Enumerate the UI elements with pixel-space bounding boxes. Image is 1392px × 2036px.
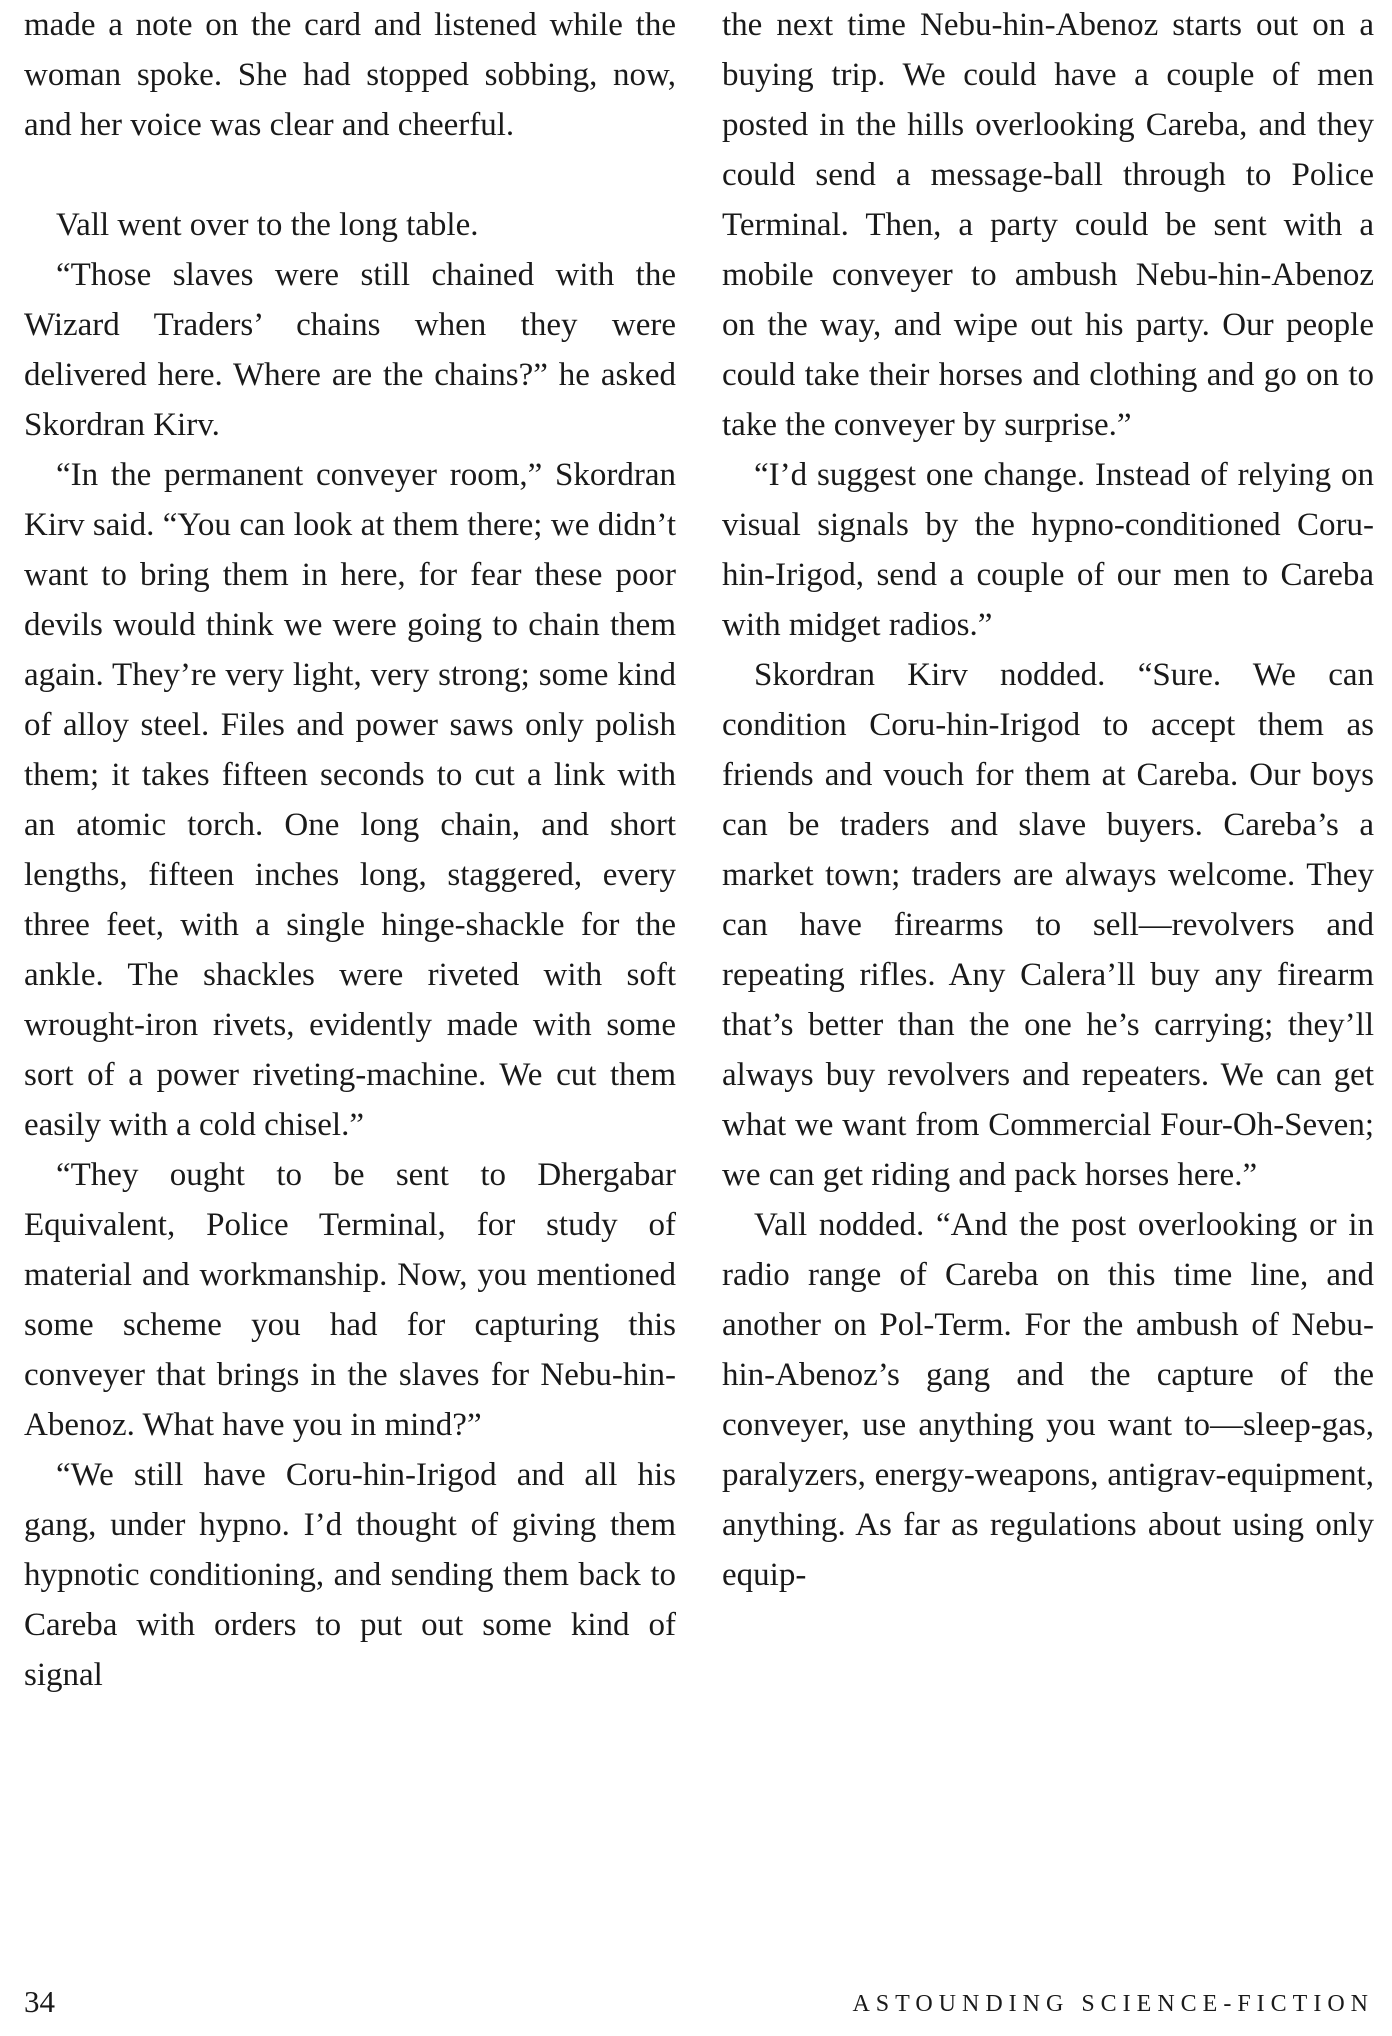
paragraph: “We still have Coru-hin-Irigod and all his gang, under hypno. I’d thought of giving them hypnotic conditioning, and sending them back to Careba with orders to put out some kind of signal <box>24 1457 676 1693</box>
paragraph: the next time Nebu-hin-Abenoz starts out on a buying trip. We could have a couple of men posted in the hills overlooking Careba, and they could send a message-ball through to Police Terminal. Then, a party could be sent with a mobile conveyer to ambush Nebu-hin-Abenoz on the way, and wipe out his party. Our people could take their horses and clothing and go on to take the conveyer by surprise.” <box>722 7 1374 443</box>
paragraph: Skordran Kirv nodded. “Sure. We can condition Coru-hin-Irigod to accept them as friends and vouch for them at Careba. Our boys can be traders and slave buyers. Careba’s a market town; traders are always welcome. They can have firearms to sell—revolvers and repeating rifles. Any Calera’ll buy any firearm that’s better than the one he’s carrying; they’ll always buy revolvers and repeaters. We can get what we want from Commercial Four-Oh-Seven; we can get riding and pack horses here.” <box>722 657 1374 1193</box>
running-head: ASTOUNDING SCIENCE-FICTION <box>852 1991 1374 2017</box>
page-footer <box>0 1980 1392 2030</box>
paragraph: “They ought to be sent to Dhergabar Equivalent, Police Terminal, for study of material and workmanship. Now, you mentioned some scheme you had for capturing this conveyer that brings in the slaves for Nebu-hin-Abenoz. What have you in mind?” <box>24 1157 676 1443</box>
paragraph: “In the permanent conveyer room,” Skordran Kirv said. “You can look at them there; we didn’t want to bring them in here, for fear these poor devils would think we were going to chain them again. They’re very light, very strong; some kind of alloy steel. Files and power saws only polish them; it takes fifteen seconds to cut a link with an atomic torch. One long chain, and short lengths, fifteen inches long, staggered, every three feet, with a single hinge-shackle for the ankle. The shackles were riveted with soft wrought-iron rivets, evidently made with some sort of a power riveting-machine. We cut them easily with a cold chisel.” <box>24 457 676 1143</box>
paragraph: Vall nodded. “And the post overlooking or in radio range of Careba on this time line, and another on Pol-Term. For the ambush of Nebu-hin-Abenoz’s gang and the capture of the conveyer, use anything you want to—sleep-gas, paralyzers, energy-weapons, antigrav-equipment, anything. As far as regulations about using only equip- <box>722 1207 1374 1593</box>
paragraph: made a note on the card and listened while the woman spoke. She had stopped sobbing, now, and her voice was clear and cheerful. <box>24 7 676 143</box>
left-column <box>24 0 676 1700</box>
paragraph: Vall went over to the long table. <box>56 207 479 243</box>
paragraph: “Those slaves were still chained with the Wizard Traders’ chains when they were delivered here. Where are the chains?” he asked Skordran Kirv. <box>24 257 676 443</box>
right-column <box>722 0 1374 1600</box>
paragraph: “I’d suggest one change. Instead of relying on visual signals by the hypno-conditioned Coru-hin-Irigod, send a couple of our men to Careba with midget radios.” <box>722 457 1374 643</box>
page-number: 34 <box>24 1984 55 2019</box>
